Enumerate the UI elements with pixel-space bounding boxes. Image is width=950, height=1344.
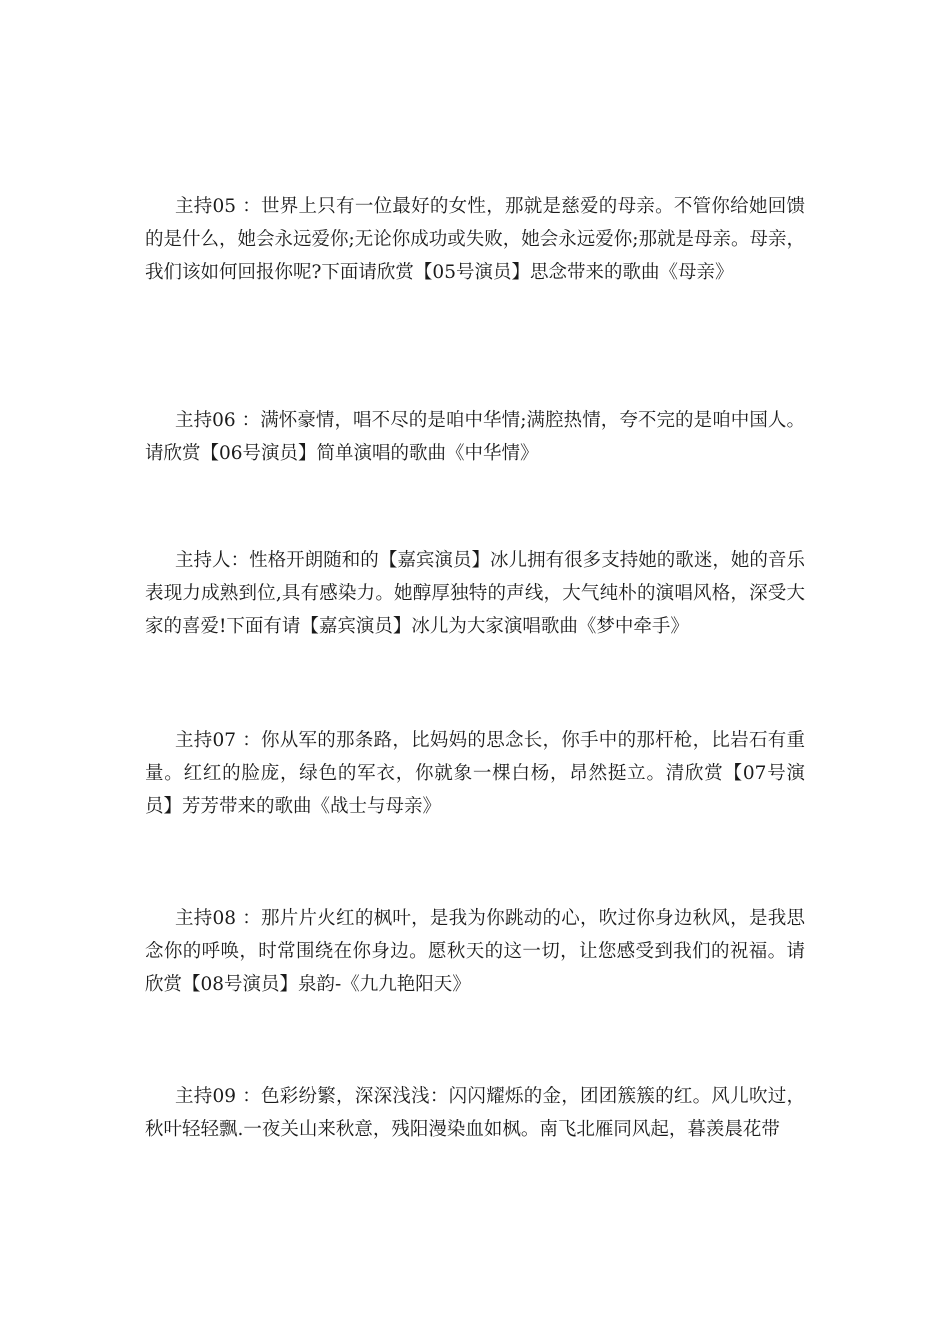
host-09-paragraph: 主持09 ：色彩纷繁，深深浅浅：闪闪耀烁的金，团团簇簇的红。风儿吹过，秋叶轻轻飘.一夜关山来秋意，残阳漫染血如枫。南飞北雁同风起，暮羡晨花带 xyxy=(145,1086,805,1140)
host-guest-paragraph: 主持人：性格开朗随和的【嘉宾演员】冰儿拥有很多支持她的歌迷，她的音乐表现力成熟到位,具有感染力。她醇厚独特的声线，大气纯朴的演唱风格，深受大家的喜爱!下面有请【嘉宾演员】冰儿为大家演唱歌曲《梦中牵手》 xyxy=(145,550,805,637)
host-05-paragraph: 主持05 ：世界上只有一位最好的女性，那就是慈爱的母亲。不管你给她回馈的是什么，她会永远爱你;无论你成功或失败，她会永远爱你;那就是母亲。母亲，我们该如何回报你呢?下面请欣赏【05号演员】思念带来的歌曲《母亲》 xyxy=(145,196,805,283)
host-06-paragraph: 主持06 ：满怀豪情，唱不尽的是咱中华情;满腔热情，夸不完的是咱中国人。请欣赏【06号演员】简单演唱的歌曲《中华情》 xyxy=(145,410,805,464)
host-07-paragraph: 主持07 ：你从军的那条路，比妈妈的思念长，你手中的那杆枪，比岩石有重量。红红的脸庞，绿色的军衣，你就象一棵白杨，昂然挺立。清欣赏【07号演员】芳芳带来的歌曲《战士与母亲》 xyxy=(145,730,805,817)
host-08-paragraph: 主持08 ：那片片火红的枫叶，是我为你跳动的心，吹过你身边秋风，是我思念你的呼唤，时常围绕在你身边。愿秋天的这一切，让您感受到我们的祝福。请欣赏【08号演员】泉韵-《九九艳阳天》 xyxy=(145,908,805,995)
